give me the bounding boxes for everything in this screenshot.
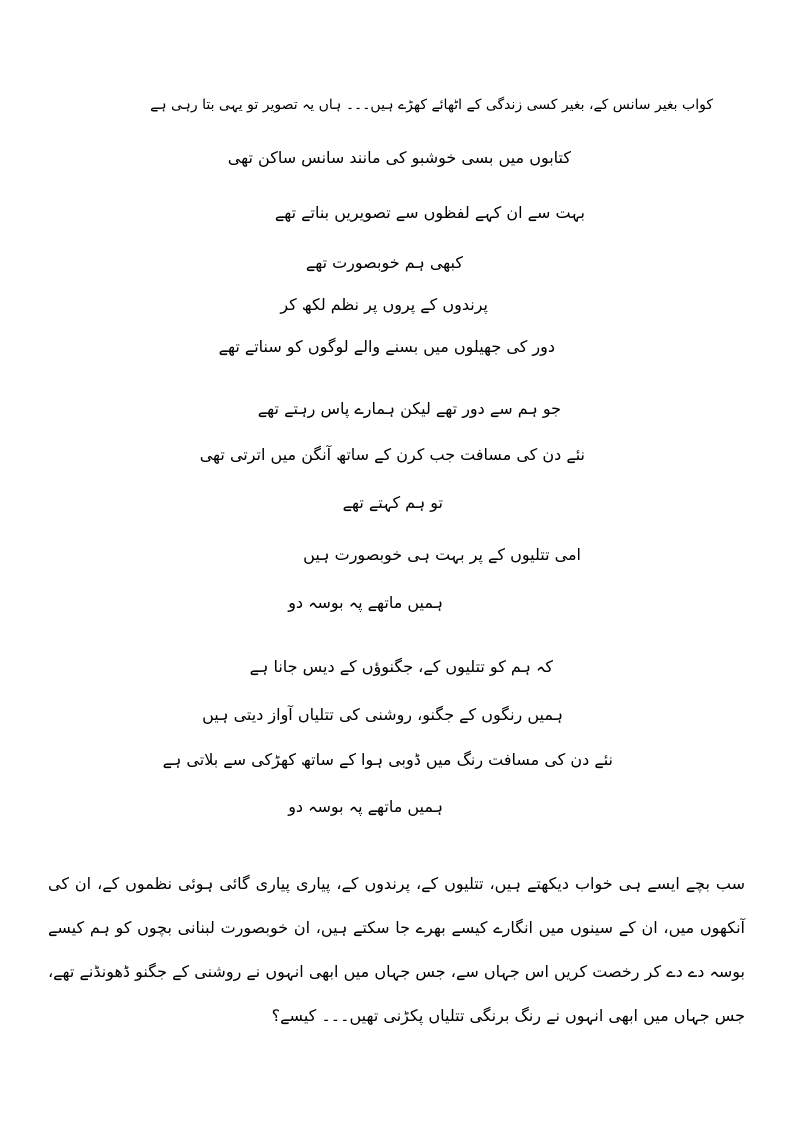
poem-line-2: کتابوں میں بسی خوشبو کی مانند سانس ساکن تھی [227,148,571,167]
poem-line-10: امی تتلیوں کے پر بہت ہی خوبصورت ہیں [303,545,581,564]
poem-line-4: کبھی ہم خوبصورت تھے [305,253,463,272]
poem-line-14: نئے دن کی مسافت رنگ میں ڈوبی ہوا کے ساتھ کھڑکی سے بلاتی ہے [162,750,613,769]
poem-line-12: کہ ہم کو تتلیوں کے، جگنوؤں کے دیس جانا ہے [249,657,553,676]
poem-line-15: ہمیں ماتھے پہ بوسہ دو [288,797,443,816]
poem-line-6: دور کی جھیلوں میں بسنے والے لوگوں کو سناتے تھے [218,337,555,356]
prose-paragraph: سب بچے ایسے ہی خواب دیکھتے ہیں، تتلیوں کے، پرندوں کے، پیاری پیاری گائی ہوئی نظموں کے، ان کی آنکھوں میں، ان کے سینوں میں انگارے کیسے بھرے جا سکتے ہیں، ان خوبصورت لبنانی بچوں کو ہم کیسے بوسہ دے دے کر رخصت کریں اس جہاں سے، جس جہاں میں ابھی انہوں نے روشنی کے جگنو ڈھونڈنے تھے، جس جہاں میں ابھی انہوں نے رنگ برنگی تتلیاں پکڑنی تھیں۔۔۔ کیسے؟ [48,874,745,1025]
poem-line-1: کواب بغیر سانس کے، بغیر کسی زندگی کے اٹھائے کھڑے ہیں۔۔۔ ہاں یہ تصویر تو یہی بتا رہی ہے [150,97,713,113]
poem-line-7: جو ہم سے دور تھے لیکن ہمارے پاس رہتے تھے [257,399,561,418]
poem-line-9: تو ہم کہتے تھے [342,493,443,512]
poem-line-5: پرندوں کے پروں پر نظم لکھ کر [280,295,488,314]
poem-line-13: ہمیں رنگوں کے جگنو، روشنی کی تتلیاں آواز دیتی ہیں [202,705,563,724]
poem-line-8: نئے دن کی مسافت جب کرن کے ساتھ آنگن میں اترتی تھی [199,445,585,464]
poem-line-3: بہت سے ان کہے لفظوں سے تصویریں بناتے تھے [274,203,585,222]
poem-line-11: ہمیں ماتھے پہ بوسہ دو [288,593,443,612]
